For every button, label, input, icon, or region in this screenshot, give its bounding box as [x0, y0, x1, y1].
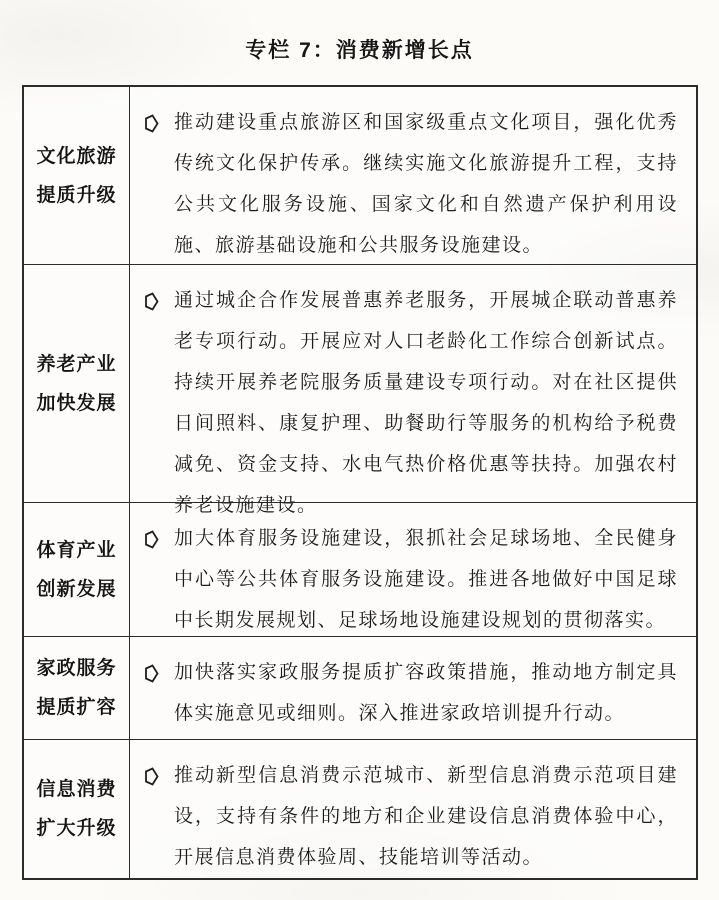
row-content-text: 推动新型信息消费示范城市、新型信息消费示范项目建设，支持有条件的地方和企业建设信息消费体验中心，开展信息消费体验周、技能培训等活动。 — [174, 765, 678, 868]
row-label-line: 养老产业 — [36, 353, 117, 375]
pentagon-bullet-icon — [144, 767, 159, 786]
pentagon-bullet-icon — [144, 292, 159, 311]
row-label — [24, 740, 130, 878]
row-content-text: 加大体育服务设施建设，狠抓社会足球场地、全民健身中心等公共体育服务设施建设。推进各地做好中国足球中长期发展规划、足球场地设施建设规划的贯彻落实。 — [174, 528, 678, 631]
row-content-text: 通过城企合作发展普惠养老服务，开展城企联动普惠养老专项行动。开展应对人口老龄化工作综合创新试点。持续开展养老院服务质量建设专项行动。对在社区提供日间照料、康复护理、助餐助行等服务的机构给予税费减免、资金支持、水电气热价格优惠等扶持。加强农村养老设施建设。 — [174, 290, 678, 516]
row-label-line: 信息消费 — [36, 779, 117, 800]
row-content-text: 加快落实家政服务提质扩容政策措施，推动地方制定具体实施意见或细则。深入推进家政培训提升行动。 — [174, 662, 678, 724]
row-label — [24, 87, 130, 264]
row-content-cell — [130, 87, 696, 264]
row-label — [24, 265, 130, 502]
row-label-line: 扩大升级 — [36, 818, 117, 839]
page-title: 专栏 7：消费新增长点 — [245, 39, 474, 62]
row-label-line: 提质升级 — [36, 184, 117, 206]
row-label-line: 提质扩容 — [36, 697, 117, 718]
row-label-line: 文化旅游 — [36, 145, 117, 167]
row-label-line: 加快发展 — [36, 392, 117, 414]
row-label — [24, 637, 130, 739]
row-content-cell — [130, 503, 696, 636]
pentagon-bullet-icon — [144, 530, 159, 549]
row-content-cell — [130, 740, 696, 878]
row-content-cell — [130, 265, 696, 516]
row-content-cell — [130, 637, 696, 739]
pentagon-bullet-icon — [144, 664, 159, 683]
table-row-culture-tourism — [24, 87, 696, 265]
row-label-line: 体育产业 — [36, 539, 117, 561]
row-label-line: 创新发展 — [36, 578, 117, 600]
table-row-sports-industry — [24, 503, 696, 637]
row-label — [24, 503, 130, 636]
row-content-text: 推动建设重点旅游区和国家级重点文化项目，强化优秀传统文化保护传承。继续实施文化旅游提升工程，支持公共文化服务设施、国家文化和自然遗产保护利用设施、旅游基础设施和公共服务设施建设。 — [174, 112, 678, 256]
table-row-information-consumption — [24, 740, 696, 878]
table-row-domestic-service — [24, 637, 696, 740]
pentagon-bullet-icon — [144, 114, 159, 133]
table-row-elderly-care — [24, 265, 696, 516]
column-table — [22, 85, 698, 880]
row-label-line: 家政服务 — [36, 658, 117, 679]
